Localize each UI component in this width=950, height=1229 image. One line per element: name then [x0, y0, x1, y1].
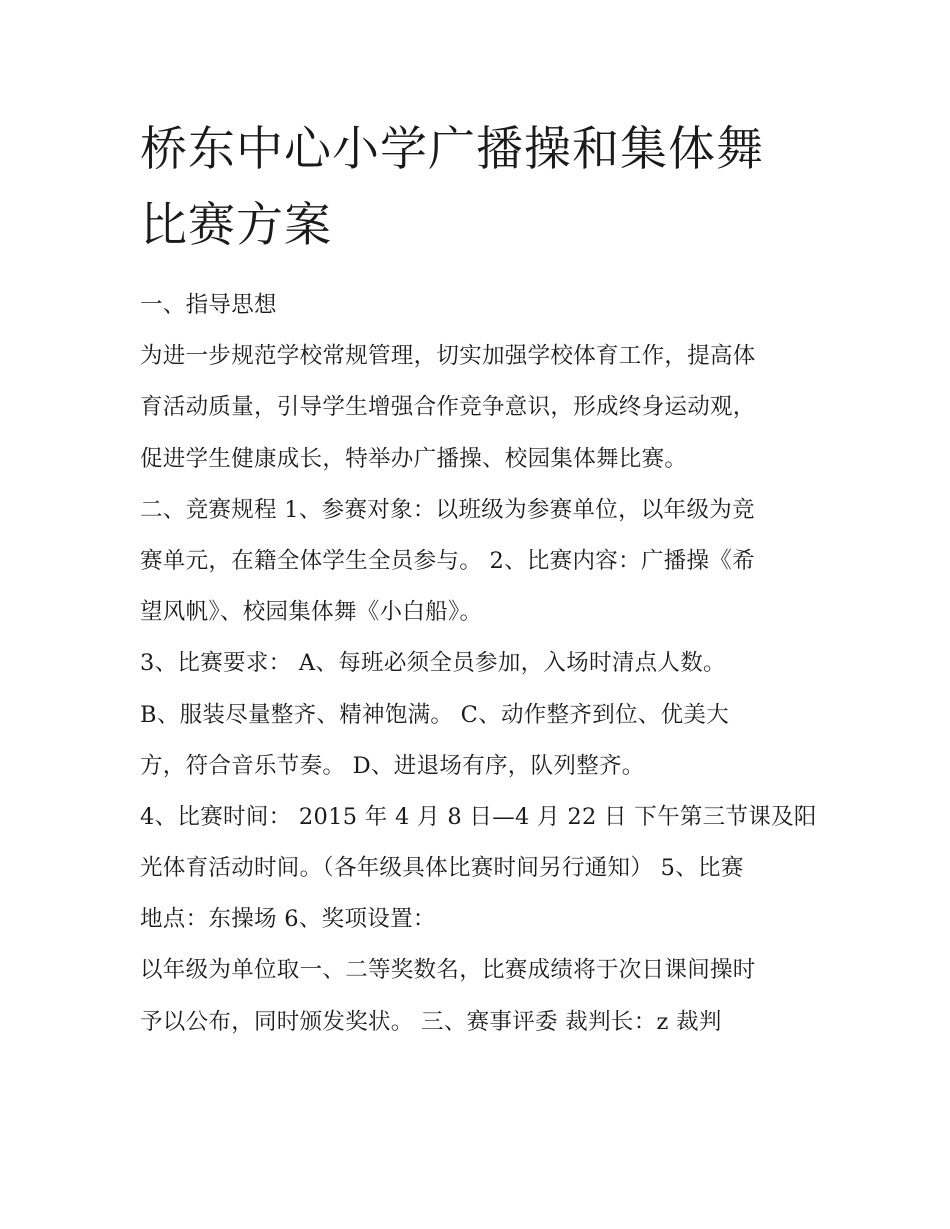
paragraph-line: 赛单元，在籍全体学生全员参与。 2、比赛内容：广播操《希: [140, 547, 755, 574]
title-line-2: 比赛方案: [140, 198, 332, 253]
paragraph-line: 为进一步规范学校常规管理，切实加强学校体育工作，提高体: [140, 343, 756, 370]
paragraph-line: 予以公布，同时颁发奖状。 三、赛事评委 裁判长：z 裁判: [140, 1008, 722, 1035]
title-line-1: 桥东中心小学广播操和集体舞: [140, 122, 764, 177]
paragraph-line: 二、竞赛规程 1、参赛对象：以班级为参赛单位，以年级为竞: [140, 496, 755, 523]
paragraph-line: 望风帆》、校园集体舞《小白船》。: [140, 599, 483, 626]
paragraph-line: 3、比赛要求： A、每班必须全员参加，入场时清点人数。: [140, 650, 726, 677]
document-title: [140, 112, 820, 264]
paragraph-line: 方，符合音乐节奏。 D、进退场有序，队列整齐。: [140, 752, 645, 779]
paragraph-line: 以年级为单位取一、二等奖数名，比赛成绩将于次日课间操时: [140, 957, 756, 984]
paragraph-line: 促进学生健康成长，特举办广播操、校园集体舞比赛。: [140, 445, 688, 472]
paragraph-line: 光体育活动时间。（各年级具体比赛时间另行通知） 5、比赛: [140, 855, 744, 882]
document-body: [140, 280, 830, 1048]
paragraph-line: 育活动质量，引导学生增强合作竞争意识，形成终身运动观，: [140, 394, 756, 421]
paragraph-line: 4、比赛时间： 2015 年 4 月 8 日—4 月 22 日 下午第三节课及阳: [140, 803, 817, 830]
paragraph-line: B、服装尽量整齐、精神饱满。 C、动作整齐到位、优美大: [140, 701, 730, 728]
section-heading-guiding-idea: 一、指导思想: [140, 292, 277, 318]
paragraph-line: 地点：东操场 6、奖项设置：: [140, 906, 436, 933]
